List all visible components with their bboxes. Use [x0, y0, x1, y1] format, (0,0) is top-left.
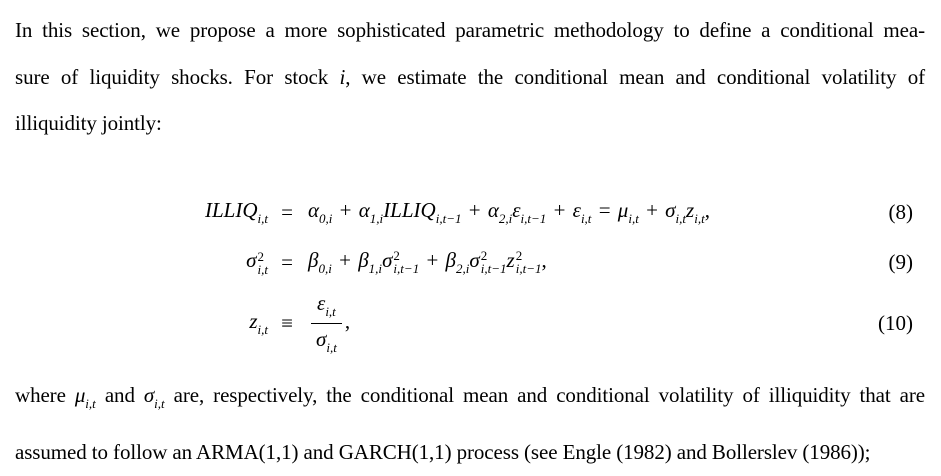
sup-sub-stack — [258, 250, 269, 276]
closing-line-2 — [15, 428, 925, 476]
math-var: α — [487, 197, 499, 222]
math-subscript: i,t−1 — [480, 261, 507, 277]
closing-line-1 — [15, 371, 925, 428]
math-subscript: 2,i — [498, 210, 513, 226]
sup-sub-stack — [516, 249, 542, 275]
text-run: In this section, we propose a more sophisticated parametric methodology to define a conditional mea- — [15, 18, 925, 42]
math-subscript: i,t — [154, 395, 165, 411]
math-subscript: i,t — [257, 321, 268, 337]
math-var: β — [308, 247, 319, 272]
math-operator: = — [593, 197, 616, 222]
equation-number-8: (8) — [888, 199, 913, 224]
math-subscript: i,t−1 — [393, 261, 420, 277]
math-var: σ — [665, 197, 676, 222]
equation-10 — [15, 291, 913, 355]
math-subscript: 1,i — [368, 260, 383, 276]
text-run: assumed to follow an ARMA(1,1) and GARCH(1,1) process (see Engle (1982) and Bollerslev (1986)); — [15, 439, 871, 464]
equation-10-rhs — [306, 291, 878, 356]
math-var: ILLIQ — [383, 197, 436, 222]
math-superscript: 2 — [515, 248, 523, 264]
math-subscript: i,t−1 — [520, 210, 547, 226]
equation-9-rhs — [306, 248, 889, 277]
math-subscript: 2,i — [456, 260, 470, 276]
math-var: μ — [74, 383, 86, 407]
math-var: β — [358, 247, 369, 272]
equation-9-relation: = — [281, 249, 293, 274]
fraction-numerator — [311, 291, 342, 324]
math-subscript: i,t — [326, 339, 337, 355]
math-var: ε — [572, 197, 581, 222]
math-subscript: i,t — [580, 210, 592, 226]
math-subscript: 0,i — [318, 260, 332, 276]
equation-8-lhs — [15, 198, 268, 227]
math-var: i — [339, 64, 346, 89]
math-var: σ — [382, 247, 393, 272]
math-operator: + — [640, 197, 664, 222]
math-subscript: i,t−1 — [435, 210, 462, 226]
text-run: where — [15, 383, 75, 407]
equation-9 — [15, 244, 913, 280]
equation-number-10: (10) — [878, 310, 913, 335]
math-subscript: 0,i — [319, 210, 333, 226]
math-var: σ — [143, 383, 155, 407]
text-run: and — [95, 383, 144, 407]
math-subscript: i,t — [325, 303, 336, 319]
math-var: ε — [512, 197, 521, 222]
math-subscript: i,t−1 — [515, 261, 542, 277]
math-superscript: 2 — [480, 248, 488, 264]
math-var: α — [308, 197, 320, 222]
math-operator: + — [334, 197, 357, 222]
math-operator: + — [421, 247, 444, 272]
intro-line-2 — [15, 54, 925, 101]
math-var: ILLIQ — [204, 197, 258, 222]
math-var: σ — [246, 248, 257, 273]
math-superscript: 2 — [393, 248, 400, 264]
math-subscript: 1,i — [369, 210, 384, 226]
equation-8 — [15, 194, 913, 230]
math-subscript: i,t — [675, 210, 687, 226]
math-superscript: 2 — [257, 248, 265, 264]
math-var: z — [506, 247, 515, 272]
equation-9-lhs — [15, 248, 268, 276]
sup-sub-stack — [393, 249, 419, 275]
intro-line-3 — [15, 100, 925, 147]
text-run: , — [541, 247, 547, 272]
equation-number-9: (9) — [888, 249, 913, 274]
text-run: sure of liquidity shocks. For stock — [15, 64, 340, 89]
text-run: , — [344, 309, 351, 334]
text-run: illiquidity jointly: — [15, 111, 162, 135]
math-operator: + — [333, 247, 357, 272]
fraction-denominator — [311, 324, 342, 356]
equation-8-rhs — [306, 198, 889, 227]
math-var: β — [445, 247, 457, 272]
math-subscript: i,t — [85, 395, 96, 411]
math-var: z — [686, 197, 695, 222]
math-var: α — [358, 197, 370, 222]
sup-sub-stack — [481, 249, 507, 275]
intro-line-1 — [15, 7, 925, 54]
math-subscript: i,t — [257, 261, 268, 277]
fraction — [311, 291, 342, 356]
math-operator: + — [548, 197, 571, 222]
equation-8-relation: = — [281, 199, 293, 224]
equation-10-lhs — [15, 309, 268, 338]
text-run: are, respectively, the conditional mean and conditional volatility of illiquidity that are — [164, 383, 925, 407]
math-operator: + — [463, 197, 486, 222]
text-run: , — [704, 197, 710, 222]
math-var: σ — [469, 247, 480, 272]
equation-10-relation: ≡ — [281, 310, 293, 335]
math-var: μ — [617, 197, 629, 222]
math-var: σ — [316, 326, 327, 351]
equation-block — [15, 194, 913, 355]
math-var: z — [249, 308, 258, 333]
math-subscript: i,t — [694, 210, 705, 226]
math-subscript: i,t — [628, 210, 639, 226]
math-subscript: i,t — [257, 210, 268, 226]
text-run: , we estimate the conditional mean and conditional volatility of — [345, 64, 926, 89]
closing-paragraph — [15, 371, 925, 476]
math-var: ε — [317, 291, 326, 315]
intro-paragraph — [15, 7, 925, 147]
